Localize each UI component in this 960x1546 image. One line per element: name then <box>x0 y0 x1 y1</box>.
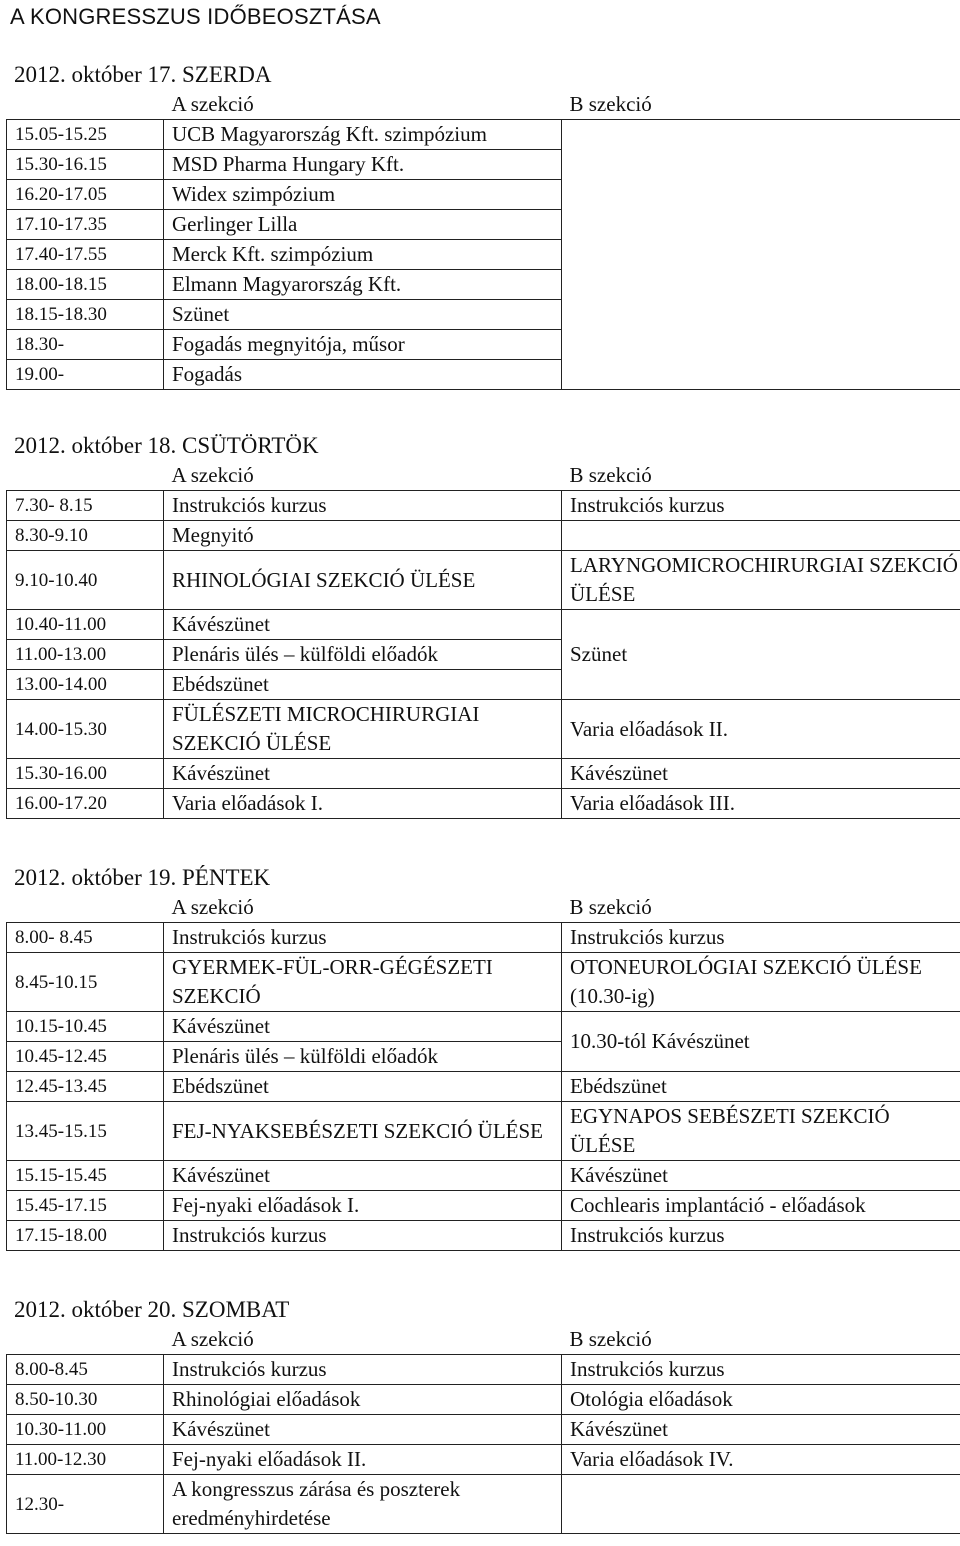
time-cell: 14.00-15.30 <box>7 700 164 759</box>
time-cell: 12.30- <box>7 1475 164 1534</box>
a-session-cell: Gerlinger Lilla <box>164 210 562 240</box>
a-session-cell: Ebédszünet <box>164 1072 562 1102</box>
day-title: 2012. október 17. SZERDA <box>14 62 272 87</box>
a-session-cell: UCB Magyarország Kft. szimpózium <box>164 120 562 150</box>
time-cell: 11.00-13.00 <box>7 640 164 670</box>
a-section-header: A szekció <box>164 1325 562 1355</box>
table-row <box>7 923 960 953</box>
day-1-section <box>6 60 960 390</box>
table-row <box>7 1445 960 1475</box>
b-session-cell: EGYNAPOS SEBÉSZETI SZEKCIÓ ÜLÉSE <box>562 1102 960 1161</box>
time-cell: 15.30-16.15 <box>7 150 164 180</box>
b-section-header: B szekció <box>562 893 960 923</box>
time-header <box>7 1325 164 1355</box>
a-session-cell: Szünet <box>164 300 562 330</box>
a-session-cell: Instrukciós kurzus <box>164 491 562 521</box>
table-row <box>7 1191 960 1221</box>
a-session-cell: FÜLÉSZETI MICROCHIRURGIAI SZEKCIÓ ÜLÉSE <box>164 700 562 759</box>
time-header <box>7 893 164 923</box>
day-3-section <box>6 863 960 1251</box>
a-session-cell: Megnyitó <box>164 521 562 551</box>
a-session-cell: A kongresszus zárása és poszterek eredményhirdetése <box>164 1475 562 1534</box>
time-cell: 17.15-18.00 <box>7 1221 164 1251</box>
time-cell: 15.05-15.25 <box>7 120 164 150</box>
a-session-cell: Varia előadások I. <box>164 789 562 819</box>
schedule-table-day-1 <box>6 90 960 390</box>
table-row <box>7 1161 960 1191</box>
a-session-cell: Fej-nyaki előadások I. <box>164 1191 562 1221</box>
schedule-table-day-4 <box>6 1325 960 1534</box>
table-row <box>7 1102 960 1161</box>
day-title: 2012. október 19. PÉNTEK <box>14 865 271 890</box>
b-section-header: B szekció <box>562 1325 960 1355</box>
time-cell: 16.00-17.20 <box>7 789 164 819</box>
time-cell: 15.45-17.15 <box>7 1191 164 1221</box>
a-session-cell: Fogadás megnyitója, műsor <box>164 330 562 360</box>
time-cell: 10.30-11.00 <box>7 1415 164 1445</box>
table-row <box>7 1012 960 1042</box>
b-session-cell: Otológia előadások <box>562 1385 960 1415</box>
time-cell: 10.15-10.45 <box>7 1012 164 1042</box>
b-session-cell: Instrukciós kurzus <box>562 923 960 953</box>
b-session-cell <box>562 1475 960 1534</box>
time-cell: 17.10-17.35 <box>7 210 164 240</box>
header-row <box>7 1325 960 1355</box>
b-session-cell: Kávészünet <box>562 759 960 789</box>
a-session-cell: Instrukciós kurzus <box>164 923 562 953</box>
a-section-header: A szekció <box>164 90 562 120</box>
time-cell: 19.00- <box>7 360 164 390</box>
a-session-cell: Kávészünet <box>164 1161 562 1191</box>
a-session-cell: RHINOLÓGIAI SZEKCIÓ ÜLÉSE <box>164 551 562 610</box>
header-row <box>7 893 960 923</box>
time-cell: 15.15-15.45 <box>7 1161 164 1191</box>
a-session-cell: Fogadás <box>164 360 562 390</box>
time-cell: 8.30-9.10 <box>7 521 164 551</box>
a-session-cell: MSD Pharma Hungary Kft. <box>164 150 562 180</box>
b-session-cell: Varia előadások III. <box>562 789 960 819</box>
time-cell: 8.00-8.45 <box>7 1355 164 1385</box>
day-2-section <box>6 431 960 819</box>
table-row <box>7 521 960 551</box>
table-row <box>7 1072 960 1102</box>
b-session-cell: Instrukciós kurzus <box>562 491 960 521</box>
time-header <box>7 90 164 120</box>
b-session-cell-empty <box>562 120 960 390</box>
a-session-cell: FEJ-NYAKSEBÉSZETI SZEKCIÓ ÜLÉSE <box>164 1102 562 1161</box>
b-session-cell: Kávészünet <box>562 1161 960 1191</box>
time-cell: 18.30- <box>7 330 164 360</box>
time-cell: 15.30-16.00 <box>7 759 164 789</box>
a-session-cell: Fej-nyaki előadások II. <box>164 1445 562 1475</box>
table-row <box>7 120 960 150</box>
time-cell: 8.00- 8.45 <box>7 923 164 953</box>
a-session-cell: Widex szimpózium <box>164 180 562 210</box>
a-session-cell: GYERMEK-FÜL-ORR-GÉGÉSZETI SZEKCIÓ <box>164 953 562 1012</box>
a-session-cell: Kávészünet <box>164 1415 562 1445</box>
a-session-cell: Instrukciós kurzus <box>164 1355 562 1385</box>
table-row <box>7 953 960 1012</box>
b-session-cell: Cochlearis implantáció - előadások <box>562 1191 960 1221</box>
day-title: 2012. október 18. CSÜTÖRTÖK <box>14 433 319 458</box>
a-session-cell: Rhinológiai előadások <box>164 1385 562 1415</box>
time-cell: 17.40-17.55 <box>7 240 164 270</box>
time-header <box>7 461 164 491</box>
table-row <box>7 491 960 521</box>
table-row <box>7 1415 960 1445</box>
schedule-table-day-3 <box>6 893 960 1251</box>
time-cell: 10.45-12.45 <box>7 1042 164 1072</box>
day-title: 2012. október 20. SZOMBAT <box>14 1297 290 1322</box>
table-row <box>7 1475 960 1534</box>
a-session-cell: Instrukciós kurzus <box>164 1221 562 1251</box>
table-row <box>7 759 960 789</box>
time-cell: 13.45-15.15 <box>7 1102 164 1161</box>
a-session-cell: Plenáris ülés – külföldi előadók <box>164 1042 562 1072</box>
b-session-cell: OTONEUROLÓGIAI SZEKCIÓ ÜLÉSE (10.30-ig) <box>562 953 960 1012</box>
a-session-cell: Ebédszünet <box>164 670 562 700</box>
b-section-header: B szekció <box>562 461 960 491</box>
time-cell: 8.45-10.15 <box>7 953 164 1012</box>
a-session-cell: Elmann Magyarország Kft. <box>164 270 562 300</box>
b-session-cell: Instrukciós kurzus <box>562 1221 960 1251</box>
a-section-header: A szekció <box>164 461 562 491</box>
b-session-cell: Szünet <box>562 610 960 700</box>
table-row <box>7 1221 960 1251</box>
table-row <box>7 789 960 819</box>
header-row <box>7 90 960 120</box>
table-row <box>7 700 960 759</box>
a-session-cell: Kávészünet <box>164 610 562 640</box>
b-section-header: B szekció <box>562 90 960 120</box>
time-cell: 16.20-17.05 <box>7 180 164 210</box>
a-session-cell: Merck Kft. szimpózium <box>164 240 562 270</box>
time-cell: 12.45-13.45 <box>7 1072 164 1102</box>
time-cell: 10.40-11.00 <box>7 610 164 640</box>
day-4-section <box>6 1295 960 1534</box>
table-row <box>7 1385 960 1415</box>
b-session-cell: Ebédszünet <box>562 1072 960 1102</box>
time-cell: 18.00-18.15 <box>7 270 164 300</box>
a-section-header: A szekció <box>164 893 562 923</box>
time-cell: 13.00-14.00 <box>7 670 164 700</box>
b-session-cell: 10.30-tól Kávészünet <box>562 1012 960 1072</box>
a-session-cell: Plenáris ülés – külföldi előadók <box>164 640 562 670</box>
schedule-table-day-2 <box>6 461 960 819</box>
header-row <box>7 461 960 491</box>
time-cell: 18.15-18.30 <box>7 300 164 330</box>
page-title: A KONGRESSZUS IDŐBEOSZTÁSA <box>10 4 381 29</box>
time-cell: 11.00-12.30 <box>7 1445 164 1475</box>
table-row <box>7 551 960 610</box>
time-cell: 7.30- 8.15 <box>7 491 164 521</box>
a-session-cell: Kávészünet <box>164 1012 562 1042</box>
b-session-cell: Instrukciós kurzus <box>562 1355 960 1385</box>
time-cell: 9.10-10.40 <box>7 551 164 610</box>
time-cell: 8.50-10.30 <box>7 1385 164 1415</box>
table-row <box>7 1355 960 1385</box>
table-row <box>7 610 960 640</box>
b-session-cell: Varia előadások II. <box>562 700 960 759</box>
b-session-cell: LARYNGOMICROCHIRURGIAI SZEKCIÓ ÜLÉSE <box>562 551 960 610</box>
b-session-cell-empty <box>562 521 960 551</box>
b-session-cell: Kávészünet <box>562 1415 960 1445</box>
b-session-cell: Varia előadások IV. <box>562 1445 960 1475</box>
a-session-cell: Kávészünet <box>164 759 562 789</box>
